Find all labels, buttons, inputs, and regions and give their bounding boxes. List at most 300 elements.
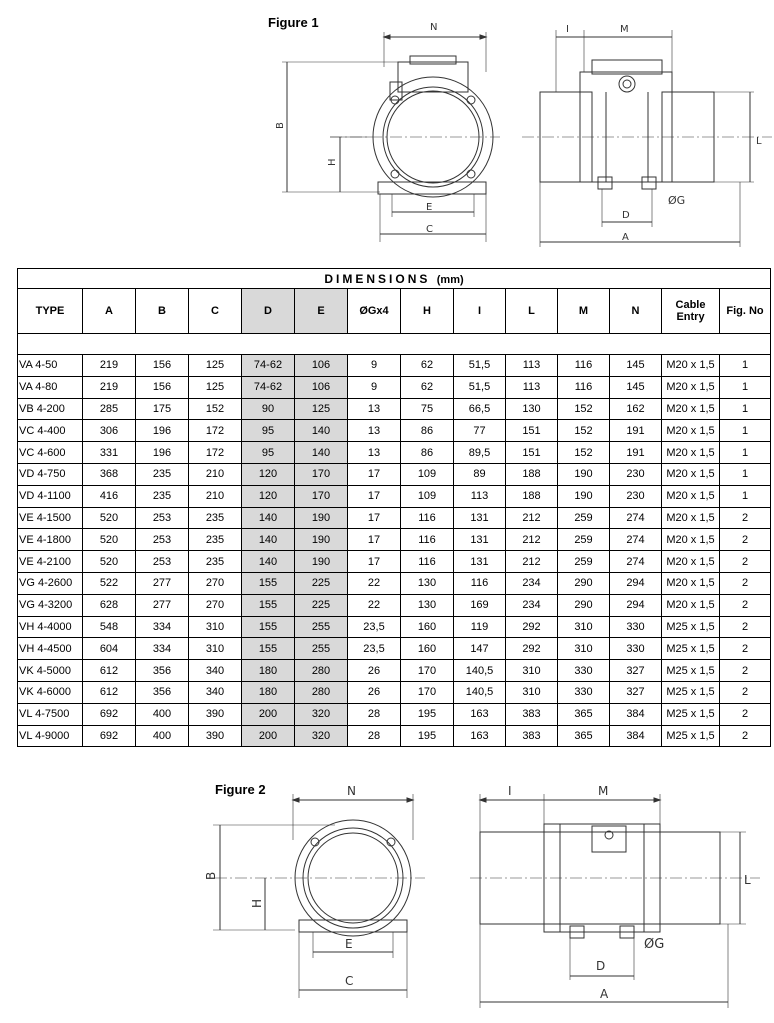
table-cell: 310 [506, 681, 558, 703]
table-row [18, 594, 771, 616]
table-cell: 292 [506, 638, 558, 660]
figure-2-side-view [470, 780, 760, 1015]
fig2-label-c: C [345, 974, 354, 988]
fig1-label-b: B [275, 122, 286, 129]
table-cell: 230 [610, 485, 662, 507]
table-cell: 365 [558, 703, 610, 725]
table-cell: 235 [136, 463, 189, 485]
table-cell: 106 [295, 376, 348, 398]
table-cell: 147 [454, 638, 506, 660]
table-cell: 74-62 [242, 355, 295, 377]
table-cell: 156 [136, 355, 189, 377]
fig1-label-i: I [566, 24, 569, 35]
table-cell: 131 [454, 551, 506, 573]
table-cell: 400 [136, 725, 189, 747]
type-cell: VH 4-4500 [18, 638, 83, 660]
table-cell: 77 [454, 420, 506, 442]
table-cell: 116 [401, 551, 454, 573]
table-cell: 196 [136, 442, 189, 464]
table-cell: 2 [720, 507, 771, 529]
table-cell: 62 [401, 355, 454, 377]
table-cell: M25 x 1,5 [662, 681, 720, 703]
table-cell: 2 [720, 660, 771, 682]
table-cell: 130 [506, 398, 558, 420]
table-row [18, 660, 771, 682]
col-header: N [610, 289, 662, 334]
table-cell: 330 [558, 681, 610, 703]
table-cell: M20 x 1,5 [662, 594, 720, 616]
table-row [18, 551, 771, 573]
table-cell: 548 [83, 616, 136, 638]
table-cell: 74-62 [242, 376, 295, 398]
type-cell: VD 4-1100 [18, 485, 83, 507]
table-cell: 155 [242, 594, 295, 616]
type-cell: VK 4-5000 [18, 660, 83, 682]
fig2-label-e: E [345, 937, 353, 951]
table-cell: 2 [720, 551, 771, 573]
table-cell: 190 [295, 551, 348, 573]
fig2-label-d: D [596, 959, 606, 973]
table-cell: 628 [83, 594, 136, 616]
col-header: A [83, 289, 136, 334]
type-cell: VE 4-2100 [18, 551, 83, 573]
table-cell: 190 [558, 485, 610, 507]
table-cell: 330 [610, 616, 662, 638]
table-cell: 152 [558, 442, 610, 464]
table-cell: 22 [348, 594, 401, 616]
table-cell: 191 [610, 442, 662, 464]
table-cell: 2 [720, 529, 771, 551]
table-cell: 692 [83, 703, 136, 725]
table-cell: 365 [558, 725, 610, 747]
table-cell: M25 x 1,5 [662, 638, 720, 660]
table-cell: 520 [83, 551, 136, 573]
table-cell: 170 [295, 463, 348, 485]
table-cell: 188 [506, 463, 558, 485]
col-header: ØGx4 [348, 289, 401, 334]
table-row [18, 507, 771, 529]
table-cell: 51,5 [454, 355, 506, 377]
table-cell: 253 [136, 551, 189, 573]
table-cell: 331 [83, 442, 136, 464]
type-cell: VL 4-9000 [18, 725, 83, 747]
table-cell: 152 [558, 420, 610, 442]
figure-1-title: Figure 1 [268, 15, 319, 30]
table-header-row [18, 289, 771, 334]
table-row [18, 442, 771, 464]
table-cell: 195 [401, 703, 454, 725]
type-cell: VA 4-50 [18, 355, 83, 377]
type-cell: VA 4-80 [18, 376, 83, 398]
table-cell: 109 [401, 463, 454, 485]
table-cell: 180 [242, 660, 295, 682]
type-cell: VE 4-1800 [18, 529, 83, 551]
table-cell: 255 [295, 616, 348, 638]
table-cell: 285 [83, 398, 136, 420]
table-cell: 390 [189, 725, 242, 747]
table-cell: 212 [506, 507, 558, 529]
table-cell: 270 [189, 594, 242, 616]
table-cell: 140,5 [454, 681, 506, 703]
table-cell: 172 [189, 420, 242, 442]
table-cell: M20 x 1,5 [662, 507, 720, 529]
table-cell: 219 [83, 376, 136, 398]
table-cell: 612 [83, 660, 136, 682]
table-cell: 212 [506, 529, 558, 551]
table-cell: 130 [401, 594, 454, 616]
table-cell: 1 [720, 420, 771, 442]
table-cell: 327 [610, 681, 662, 703]
table-cell: 180 [242, 681, 295, 703]
table-cell: 13 [348, 442, 401, 464]
table-cell: 294 [610, 572, 662, 594]
table-cell: 13 [348, 398, 401, 420]
col-header: H [401, 289, 454, 334]
table-cell: 23,5 [348, 616, 401, 638]
col-header: M [558, 289, 610, 334]
table-cell: 17 [348, 529, 401, 551]
table-cell: 113 [506, 376, 558, 398]
table-cell: 155 [242, 638, 295, 660]
table-cell: M20 x 1,5 [662, 485, 720, 507]
col-header: Cable Entry [662, 289, 720, 334]
table-cell: 125 [295, 398, 348, 420]
table-cell: M20 x 1,5 [662, 529, 720, 551]
table-cell: M20 x 1,5 [662, 398, 720, 420]
fig1-label-e: E [426, 202, 433, 213]
table-cell: 170 [401, 660, 454, 682]
table-cell: 9 [348, 355, 401, 377]
table-cell: 90 [242, 398, 295, 420]
table-cell: 383 [506, 725, 558, 747]
table-cell: 2 [720, 572, 771, 594]
dimensions-table [17, 268, 771, 747]
table-cell: 274 [610, 529, 662, 551]
table-cell: 151 [506, 420, 558, 442]
table-cell: 384 [610, 703, 662, 725]
table-cell: 274 [610, 507, 662, 529]
fig2-label-b: B [204, 871, 218, 880]
table-cell: 2 [720, 594, 771, 616]
type-cell: VB 4-200 [18, 398, 83, 420]
table-cell: 235 [189, 529, 242, 551]
table-cell: 170 [295, 485, 348, 507]
table-cell: 2 [720, 725, 771, 747]
col-header: E [295, 289, 348, 334]
table-cell: 86 [401, 442, 454, 464]
table-cell: 280 [295, 681, 348, 703]
table-row [18, 355, 771, 377]
table-cell: 155 [242, 616, 295, 638]
table-cell: 294 [610, 594, 662, 616]
table-cell: 200 [242, 703, 295, 725]
table-cell: 383 [506, 703, 558, 725]
table-cell: 145 [610, 376, 662, 398]
table-cell: 604 [83, 638, 136, 660]
fig1-label-a: A [622, 232, 629, 243]
table-row [18, 725, 771, 747]
table-cell: 277 [136, 594, 189, 616]
table-cell: 145 [610, 355, 662, 377]
fig1-label-l: L [756, 136, 762, 147]
table-cell: 195 [401, 725, 454, 747]
table-cell: M20 x 1,5 [662, 442, 720, 464]
fig1-label-c: C [426, 224, 433, 235]
table-cell: 131 [454, 507, 506, 529]
table-cell: 172 [189, 442, 242, 464]
table-cell: 334 [136, 616, 189, 638]
table-cell: 692 [83, 725, 136, 747]
table-cell: 155 [242, 572, 295, 594]
table-cell: 113 [454, 485, 506, 507]
table-cell: 106 [295, 355, 348, 377]
type-cell: VC 4-600 [18, 442, 83, 464]
table-cell: 169 [454, 594, 506, 616]
fig2-label-g: ØG [644, 937, 665, 952]
table-cell: 140 [242, 551, 295, 573]
type-cell: VG 4-2600 [18, 572, 83, 594]
table-cell: 334 [136, 638, 189, 660]
table-cell: 2 [720, 703, 771, 725]
fig2-label-l: L [744, 873, 751, 887]
table-cell: 51,5 [454, 376, 506, 398]
table-cell: 277 [136, 572, 189, 594]
table-cell: 219 [83, 355, 136, 377]
fig2-label-i: I [508, 784, 512, 798]
table-cell: 2 [720, 638, 771, 660]
table-cell: 235 [189, 551, 242, 573]
type-cell: VL 4-7500 [18, 703, 83, 725]
table-cell: 130 [401, 572, 454, 594]
table-cell: 119 [454, 616, 506, 638]
table-cell: 89,5 [454, 442, 506, 464]
table-cell: 235 [136, 485, 189, 507]
col-header: Fig. No [720, 289, 771, 334]
table-cell: 66,5 [454, 398, 506, 420]
table-cell: 17 [348, 485, 401, 507]
table-row [18, 463, 771, 485]
table-cell: 259 [558, 507, 610, 529]
table-row [18, 681, 771, 703]
table-cell: 13 [348, 420, 401, 442]
table-cell: 356 [136, 681, 189, 703]
table-cell: 9 [348, 376, 401, 398]
table-cell: 235 [189, 507, 242, 529]
table-cell: 2 [720, 616, 771, 638]
table-cell: 116 [454, 572, 506, 594]
type-cell: VG 4-3200 [18, 594, 83, 616]
table-cell: 140 [295, 442, 348, 464]
table-cell: 162 [610, 398, 662, 420]
table-cell: 22 [348, 572, 401, 594]
table-cell: 1 [720, 398, 771, 420]
table-cell: 340 [189, 681, 242, 703]
table-cell: M25 x 1,5 [662, 725, 720, 747]
spacer-row [18, 334, 771, 355]
table-cell: 17 [348, 551, 401, 573]
table-cell: 152 [189, 398, 242, 420]
table-cell: 253 [136, 507, 189, 529]
table-cell: 310 [189, 616, 242, 638]
table-cell: 200 [242, 725, 295, 747]
table-cell: 125 [189, 376, 242, 398]
table-cell: 520 [83, 507, 136, 529]
table-cell: 320 [295, 703, 348, 725]
table-cell: 1 [720, 355, 771, 377]
table-cell: 89 [454, 463, 506, 485]
table-cell: 270 [189, 572, 242, 594]
table-cell: 225 [295, 572, 348, 594]
table-cell: 140 [242, 529, 295, 551]
table-cell: 120 [242, 485, 295, 507]
figure-1-front-view [270, 12, 500, 262]
col-header: L [506, 289, 558, 334]
table-cell: 160 [401, 616, 454, 638]
figure-2-front-view [195, 780, 425, 1015]
table-cell: 1 [720, 442, 771, 464]
table-row [18, 638, 771, 660]
table-cell: 163 [454, 703, 506, 725]
table-cell: 152 [558, 398, 610, 420]
table-cell: 340 [189, 660, 242, 682]
type-cell: VD 4-750 [18, 463, 83, 485]
table-cell: 26 [348, 681, 401, 703]
table-cell: 196 [136, 420, 189, 442]
table-cell: 131 [454, 529, 506, 551]
table-cell: 280 [295, 660, 348, 682]
table-cell: 17 [348, 507, 401, 529]
table-cell: 17 [348, 463, 401, 485]
table-cell: 95 [242, 420, 295, 442]
table-cell: 26 [348, 660, 401, 682]
table-row [18, 703, 771, 725]
table-cell: M20 x 1,5 [662, 420, 720, 442]
table-cell: 612 [83, 681, 136, 703]
table-cell: 175 [136, 398, 189, 420]
table-cell: M25 x 1,5 [662, 703, 720, 725]
table-cell: 274 [610, 551, 662, 573]
table-cell: M20 x 1,5 [662, 355, 720, 377]
table-cell: 390 [189, 703, 242, 725]
table-cell: 28 [348, 703, 401, 725]
table-cell: 306 [83, 420, 136, 442]
table-cell: 330 [558, 660, 610, 682]
table-cell: 210 [189, 463, 242, 485]
table-cell: 120 [242, 463, 295, 485]
table-cell: 253 [136, 529, 189, 551]
table-row [18, 376, 771, 398]
table-cell: 210 [189, 485, 242, 507]
table-cell: 125 [189, 355, 242, 377]
table-cell: 310 [558, 638, 610, 660]
table-cell: 320 [295, 725, 348, 747]
table-cell: M20 x 1,5 [662, 572, 720, 594]
table-cell: 230 [610, 463, 662, 485]
table-cell: M20 x 1,5 [662, 551, 720, 573]
table-row [18, 485, 771, 507]
table-row [18, 529, 771, 551]
type-cell: VC 4-400 [18, 420, 83, 442]
table-cell: 170 [401, 681, 454, 703]
table-cell: 191 [610, 420, 662, 442]
table-cell: M20 x 1,5 [662, 463, 720, 485]
fig2-label-h: H [250, 898, 264, 908]
table-row [18, 398, 771, 420]
table-cell: 520 [83, 529, 136, 551]
table-cell: M25 x 1,5 [662, 616, 720, 638]
fig1-label-d: D [622, 210, 630, 221]
table-cell: 140 [295, 420, 348, 442]
table-cell: 86 [401, 420, 454, 442]
fig1-label-n: N [430, 22, 438, 33]
table-cell: 188 [506, 485, 558, 507]
table-row [18, 616, 771, 638]
table-cell: 400 [136, 703, 189, 725]
table-cell: 190 [558, 463, 610, 485]
table-cell: 259 [558, 529, 610, 551]
table-cell: 368 [83, 463, 136, 485]
figure-2-title: Figure 2 [215, 782, 266, 797]
table-cell: 310 [558, 616, 610, 638]
fig2-label-n: N [347, 784, 356, 798]
table-cell: 259 [558, 551, 610, 573]
table-cell: 160 [401, 638, 454, 660]
table-cell: 109 [401, 485, 454, 507]
table-cell: 28 [348, 725, 401, 747]
table-cell: 330 [610, 638, 662, 660]
table-cell: 116 [401, 529, 454, 551]
table-cell: 356 [136, 660, 189, 682]
table-cell: 95 [242, 442, 295, 464]
table-cell: 384 [610, 725, 662, 747]
table-cell: 163 [454, 725, 506, 747]
table-cell: M20 x 1,5 [662, 376, 720, 398]
fig2-label-a: A [600, 987, 609, 1001]
table-cell: 234 [506, 572, 558, 594]
table-cell: 156 [136, 376, 189, 398]
table-cell: 327 [610, 660, 662, 682]
figure-1-side-view [522, 12, 772, 247]
table-cell: 190 [295, 529, 348, 551]
fig1-label-g: ØG [668, 194, 686, 207]
table-cell: 116 [558, 355, 610, 377]
table-cell: 212 [506, 551, 558, 573]
table-cell: 1 [720, 463, 771, 485]
table-cell: 151 [506, 442, 558, 464]
table-cell: 140 [242, 507, 295, 529]
fig1-label-m: M [620, 24, 629, 35]
table-cell: 290 [558, 594, 610, 616]
table-cell: 23,5 [348, 638, 401, 660]
table-cell: 292 [506, 616, 558, 638]
fig1-label-h: H [327, 158, 338, 166]
table-cell: 1 [720, 376, 771, 398]
table-cell: 310 [189, 638, 242, 660]
type-cell: VE 4-1500 [18, 507, 83, 529]
table-cell: 234 [506, 594, 558, 616]
table-title: DIMENSIONS (mm) [18, 269, 771, 289]
type-cell: VH 4-4000 [18, 616, 83, 638]
table-cell: 416 [83, 485, 136, 507]
table-row [18, 572, 771, 594]
table-cell: 116 [401, 507, 454, 529]
table-cell: 522 [83, 572, 136, 594]
table-cell: 140,5 [454, 660, 506, 682]
col-header: TYPE [18, 289, 83, 334]
table-cell: 190 [295, 507, 348, 529]
table-cell: 310 [506, 660, 558, 682]
table-cell: 113 [506, 355, 558, 377]
